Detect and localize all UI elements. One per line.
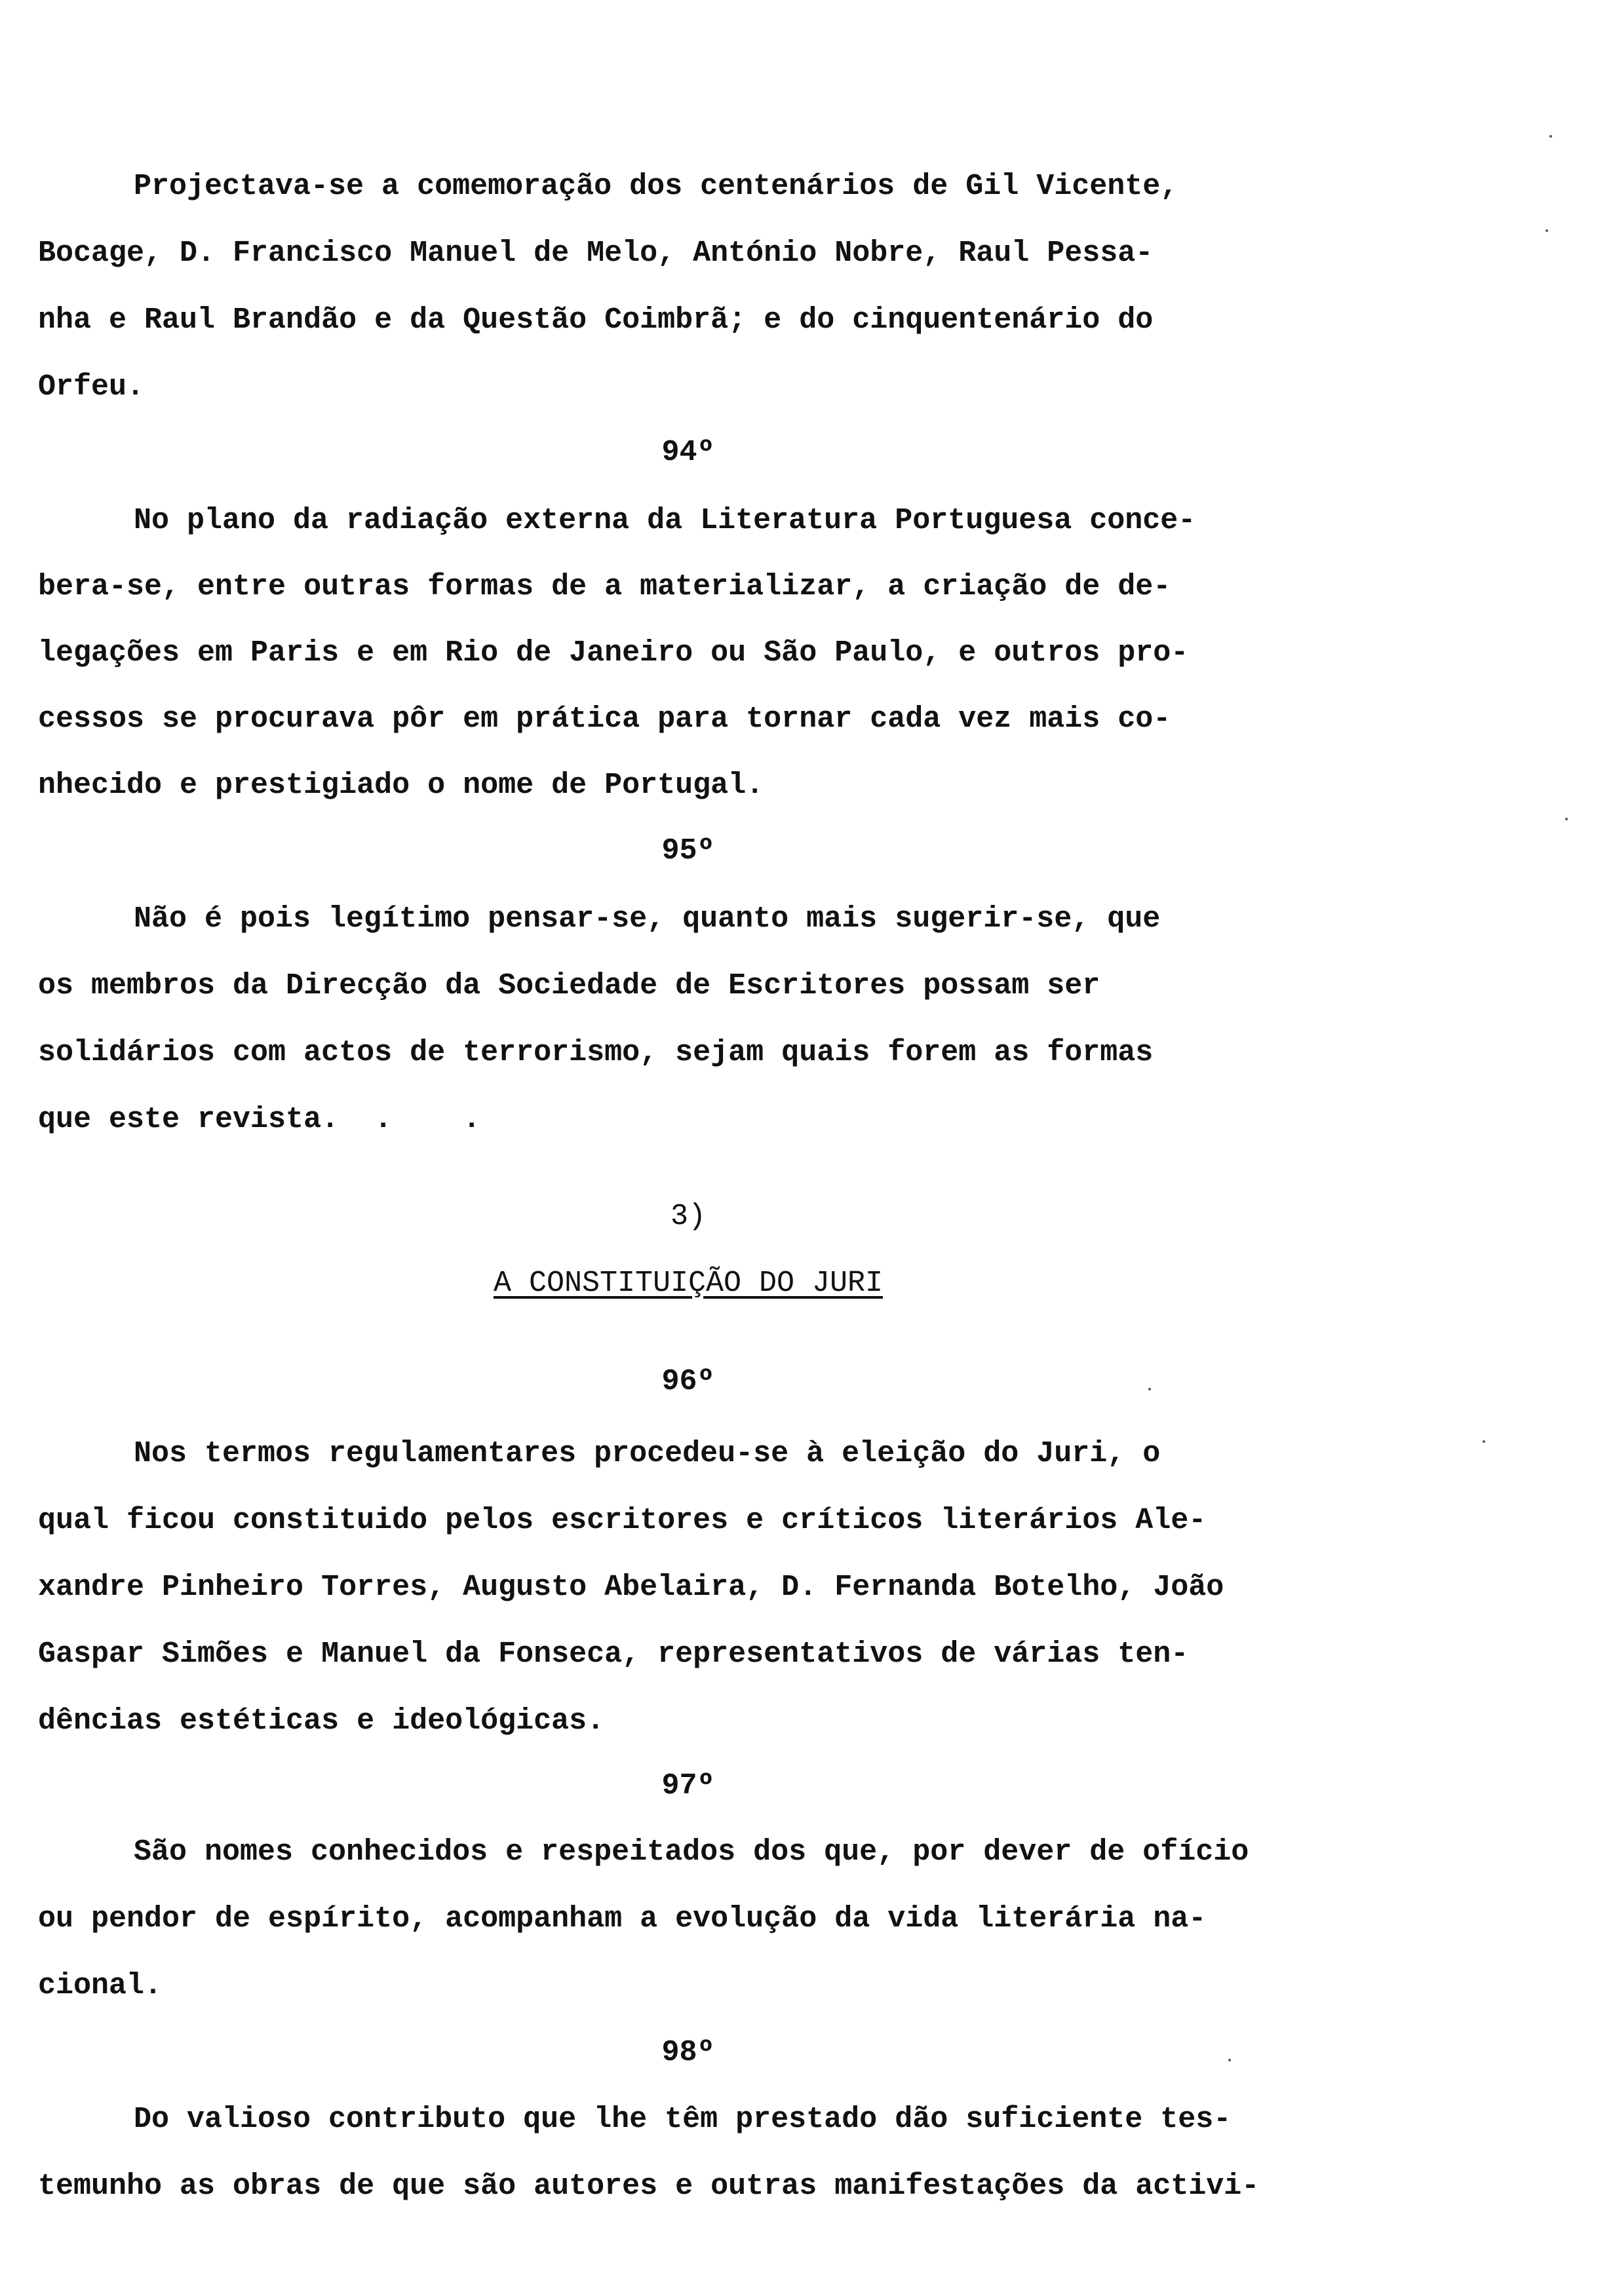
paragraph-line: Do valioso contributo que lhe têm prestado dão suficiente tes- xyxy=(134,2103,1232,2136)
paragraph-line: cional. xyxy=(38,1969,163,2002)
paragraph-line: temunho as obras de que são autores e outras manifestações da activi- xyxy=(38,2170,1260,2203)
scan-speck xyxy=(1546,229,1548,232)
paragraph-line: bera-se, entre outras formas de a materializar, a criação de de- xyxy=(38,570,1171,603)
paragraph-line: os membros da Direcção da Sociedade de Escritores possam ser xyxy=(38,969,1100,1003)
section-title-wrap xyxy=(0,1269,1376,1298)
paragraph-line: dências estéticas e ideológicas. xyxy=(38,1704,605,1738)
paragraph-number: 94º xyxy=(661,436,715,469)
paragraph-line: Nos termos regulamentares procedeu-se à eleição do Juri, o xyxy=(134,1437,1161,1470)
paragraph-line: nha e Raul Brandão e da Questão Coimbrã; e do cinquentenário do xyxy=(38,303,1154,337)
paragraph-line: cessos se procurava pôr em prática para tornar cada vez mais co- xyxy=(38,702,1171,736)
paragraph-line: nhecido e prestigiado o nome de Portugal. xyxy=(38,769,764,802)
section-number: 3) xyxy=(670,1200,706,1233)
paragraph-line: Projectava-se a comemoração dos centenários de Gil Vicente, xyxy=(134,170,1178,203)
paragraph-line: Bocage, D. Francisco Manuel de Melo, António Nobre, Raul Pessa- xyxy=(38,237,1154,270)
paragraph-line: legações em Paris e em Rio de Janeiro ou São Paulo, e outros pro- xyxy=(38,636,1189,670)
paragraph-number: 96º xyxy=(661,1365,715,1398)
paragraph-line: Orfeu. xyxy=(38,370,145,404)
scan-speck xyxy=(1483,1440,1485,1443)
paragraph-number: 95º xyxy=(661,834,715,868)
paragraph-line: No plano da radiação externa da Literatura Portuguesa conce- xyxy=(134,504,1196,537)
paragraph-line: São nomes conhecidos e respeitados dos que, por dever de ofício xyxy=(134,1835,1249,1869)
paragraph-line: solidários com actos de terrorismo, sejam quais forem as formas xyxy=(38,1036,1154,1069)
paragraph-line: Gaspar Simões e Manuel da Fonseca, representativos de várias ten- xyxy=(38,1637,1189,1671)
section-title: A CONSTITUIÇÃO DO JURI xyxy=(493,1267,884,1300)
scan-speck xyxy=(1565,818,1568,820)
paragraph-number: 98º xyxy=(661,2036,715,2069)
paragraph-line: qual ficou constituido pelos escritores e críticos literários Ale- xyxy=(38,1504,1207,1537)
paragraph-number: 97º xyxy=(661,1769,715,1803)
scan-speck xyxy=(1549,135,1552,138)
paragraph-line: ou pendor de espírito, acompanham a evolução da vida literária na- xyxy=(38,1902,1207,1936)
paragraph-line: que este revista. . . xyxy=(38,1103,481,1136)
paragraph-line: xandre Pinheiro Torres, Augusto Abelaira, D. Fernanda Botelho, João xyxy=(38,1571,1224,1604)
scan-speck xyxy=(1228,2059,1231,2061)
paragraph-line: Não é pois legítimo pensar-se, quanto mais sugerir-se, que xyxy=(134,902,1161,936)
scan-speck xyxy=(1148,1388,1151,1390)
